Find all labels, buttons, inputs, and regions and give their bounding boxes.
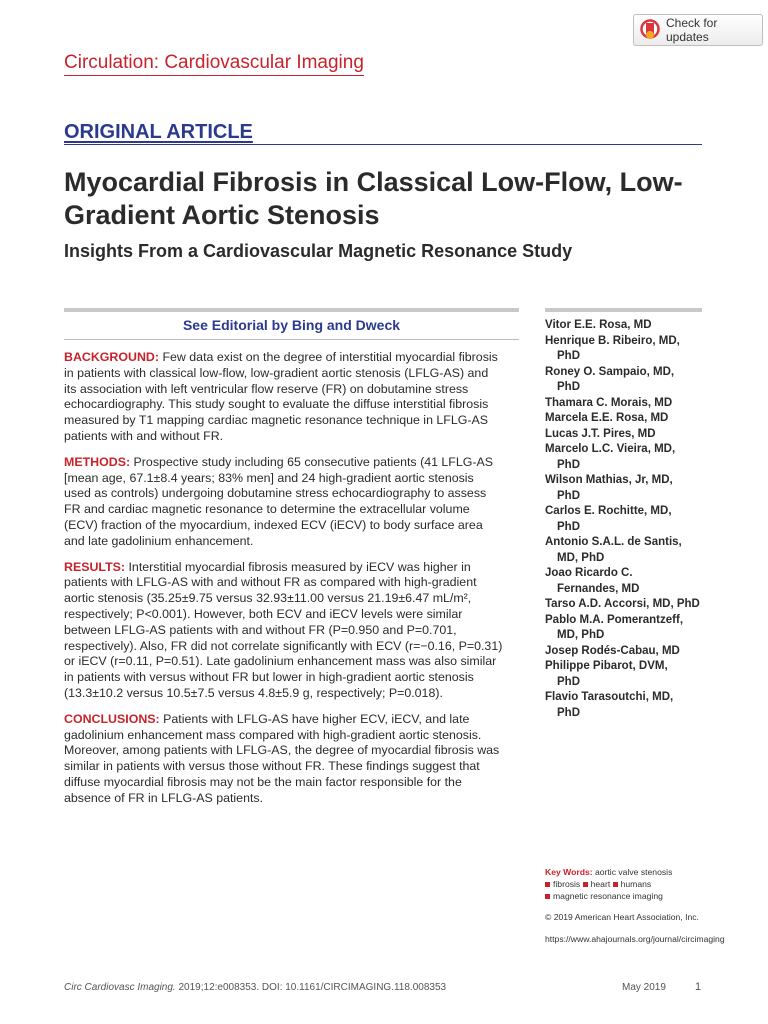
copyright: © 2019 American Heart Association, Inc. <box>545 912 699 922</box>
keywords-line-2 <box>545 878 720 890</box>
keywords <box>545 866 720 902</box>
author: Thamara C. Morais, MD <box>545 396 673 409</box>
author: Henrique B. Ribeiro, MD, PhD <box>545 334 680 362</box>
author-list <box>545 318 720 721</box>
check-for-updates-label: Check for updates <box>666 16 718 44</box>
bullet-icon <box>583 882 588 887</box>
author: Wilson Mathias, Jr, MD, PhD <box>545 474 673 502</box>
keywords-line-1 <box>545 866 720 878</box>
article-subtitle: Insights From a Cardiovascular Magnetic Resonance Study <box>64 241 573 261</box>
editorial-rule <box>64 339 519 340</box>
author: Roney O. Sampaio, MD, PhD <box>545 365 675 393</box>
keyword[interactable]: magnetic resonance imaging <box>553 891 663 901</box>
background-text: Few data exist on the degree of interstitial myocardial fibrosis in patients with classical low-flow, low-gradient aortic stenosis (LFLG-AS) and its association with left ventricular flow reserve (FR) on dobutamine stress echocardiography. This study sought to evaluate the diffuse interstitial fibrosis measured by T1 mapping cardiac magnetic resonance technique in LFLG-AS patients with and without FR. <box>64 350 498 443</box>
page-number: 1 <box>695 981 702 993</box>
journal-url-link[interactable]: https://www.ahajournals.org/journal/circimaging <box>545 934 725 944</box>
check-for-updates-button[interactable] <box>633 14 763 46</box>
author: Philippe Pibarot, DVM, PhD <box>545 660 668 688</box>
footer-journal-abbrev: Circ Cardiovasc Imaging. <box>64 982 176 993</box>
methods-heading: METHODS: <box>64 454 131 469</box>
author: Antonio S.A.L. de Santis, MD, PhD <box>545 536 682 564</box>
author: Lucas J.T. Pires, MD <box>545 427 656 440</box>
article-type: ORIGINAL ARTICLE <box>64 121 253 143</box>
author: Marcelo L.C. Vieira, MD, PhD <box>545 443 676 471</box>
methods-text: Prospective study including 65 consecutive patients (41 LFLG-AS [mean age, 67.1±8.4 years; 83% men] and 24 high-gradient aortic stenosis used as controls) undergoing dobutamine stress echocardiography to assess FR and cardiac magnetic resonance to determine the extracellular volume (ECV) fraction of the myocardium, indexed ECV (iECV) to body surface area and late gadolinium enhancement. <box>64 454 494 548</box>
keywords-line-3 <box>545 890 720 902</box>
results-heading: RESULTS: <box>64 559 126 574</box>
crossmark-icon <box>640 19 660 41</box>
bullet-icon <box>613 882 618 887</box>
abstract-conclusions <box>64 712 504 807</box>
editorial-link[interactable]: See Editorial by Bing and Dweck <box>182 317 401 333</box>
background-heading: BACKGROUND: <box>64 350 159 364</box>
bullet-icon <box>545 882 550 887</box>
article-title: Myocardial Fibrosis in Classical Low-Flow, Low-Gradient Aortic Stenosis <box>64 167 683 230</box>
abstract-top-rule <box>64 308 519 312</box>
bullet-icon <box>545 894 550 899</box>
author: Vitor E.E. Rosa, MD <box>545 319 652 331</box>
abstract-background <box>64 350 504 445</box>
footer-doi: 2019;12:e008353. DOI: 10.1161/CIRCIMAGING.118.008353 <box>175 982 447 993</box>
journal-name[interactable]: Circulation: Cardiovascular Imaging <box>64 52 364 76</box>
footer-citation <box>64 982 446 993</box>
author: Josep Rodés-Cabau, MD <box>545 644 680 657</box>
abstract <box>64 350 504 817</box>
keyword[interactable]: humans <box>620 879 652 889</box>
keyword[interactable]: aortic valve stenosis <box>594 867 673 877</box>
authors-top-rule <box>545 308 702 312</box>
conclusions-heading: CONCLUSIONS: <box>64 711 160 726</box>
author: Marcela E.E. Rosa, MD <box>545 412 669 424</box>
keyword[interactable]: heart <box>590 879 611 889</box>
article-type-rule <box>64 144 702 145</box>
abstract-results <box>64 560 504 702</box>
keyword[interactable]: fibrosis <box>553 879 581 889</box>
author: Tarso A.D. Accorsi, MD, PhD <box>545 598 700 610</box>
results-text: Interstitial myocardial fibrosis measured by iECV was higher in patients with LFLG-AS with and without FR as compared with high-gradient aortic stenosis (35.25±9.75 versus 32.93±11.00 versus 21.19±6.47 mL/m², respectively; P<0.001). However, both ECV and iECV levels were similar between LFLG-AS patients with and without FR (P=0.950 and P=0.701, respectively). Also, FR did not correlate significantly with ECV (r=−0.16, P=0.31) or iECV (r=0.11, P=0.51). Late gadolinium enhancement mass was also similar in patients with versus without FR but lower in high-gradient aortic stenosis (13.3±10.2 versus 10.5±7.5 versus 4.8±5.9 g, respectively; P=0.018). <box>64 559 503 700</box>
keywords-label: Key Words: <box>545 867 593 877</box>
author: Carlos E. Rochitte, MD, PhD <box>545 505 672 533</box>
abstract-methods <box>64 455 504 550</box>
footer-date: May 2019 <box>622 982 666 993</box>
author: Flavio Tarasoutchi, MD, PhD <box>545 691 674 719</box>
author: Pablo M.A. Pomerantzeff, MD, PhD <box>545 613 684 641</box>
author: Joao Ricardo C. Fernandes, MD <box>545 567 640 595</box>
conclusions-text: Patients with LFLG-AS have higher ECV, iECV, and late gadolinium enhancement mass compared with high-gradient aortic stenosis. Moreover, among patients with LFLG-AS, the degree of myocardial fibrosis was similar in patients with versus those without FR. These findings suggest that diffuse myocardial fibrosis may not be the main factor responsible for the absence of FR in LFLG-AS patients. <box>64 711 500 805</box>
